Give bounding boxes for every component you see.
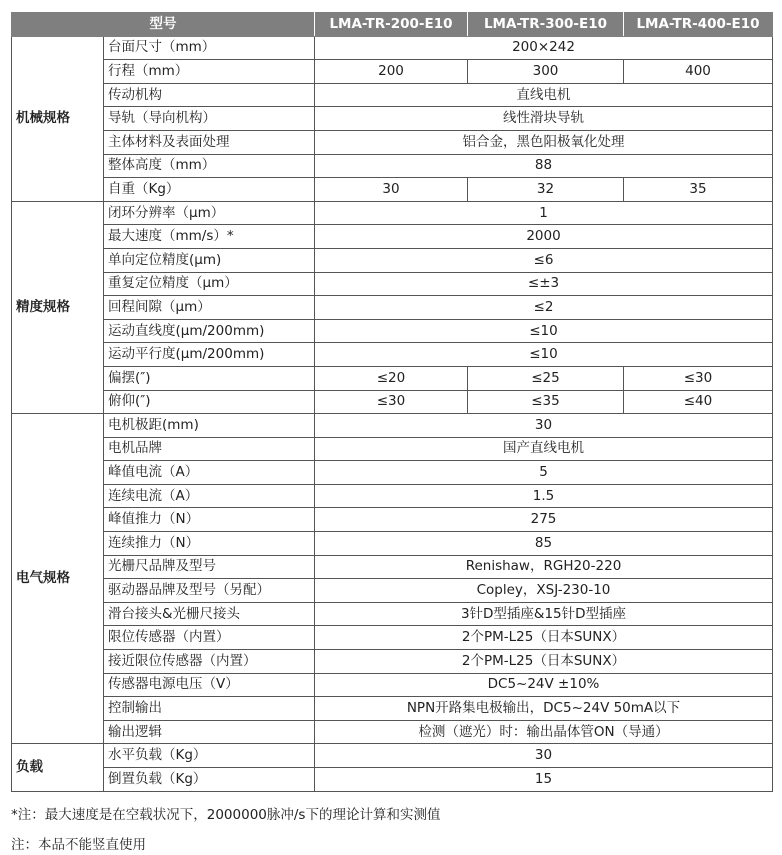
group-label: 精度规格	[12, 201, 104, 413]
table-row	[12, 650, 773, 674]
header-row	[12, 13, 773, 37]
parameter-name: 行程（mm）	[104, 60, 315, 84]
parameter-value: 300	[468, 60, 624, 84]
table-row	[12, 225, 773, 249]
parameter-value: 275	[315, 508, 773, 532]
parameter-name: 控制输出	[104, 697, 315, 721]
parameter-value: 400	[624, 60, 773, 84]
table-row	[12, 60, 773, 84]
parameter-name: 光栅尺品牌及型号	[104, 555, 315, 579]
group-label: 电气规格	[12, 414, 104, 744]
table-row	[12, 248, 773, 272]
parameter-name: 重复定位精度（μm）	[104, 272, 315, 296]
parameter-name: 导轨（导向机构）	[104, 107, 315, 131]
parameter-value: 线性滑块导轨	[315, 107, 773, 131]
parameter-name: 峰值推力（N）	[104, 508, 315, 532]
spec-body	[12, 36, 773, 791]
parameter-value: ≤6	[315, 248, 773, 272]
parameter-name: 水平负载（Kg）	[104, 744, 315, 768]
parameter-value: 1.5	[315, 484, 773, 508]
table-row	[12, 768, 773, 792]
parameter-value: ≤40	[624, 390, 773, 414]
group-label: 机械规格	[12, 36, 104, 201]
table-row	[12, 272, 773, 296]
parameter-value: 30	[315, 414, 773, 438]
table-row	[12, 673, 773, 697]
table-row	[12, 532, 773, 556]
parameter-value: 200	[315, 60, 468, 84]
parameter-value: 2个PM-L25（日本SUNX）	[315, 650, 773, 674]
parameter-name: 连续推力（N）	[104, 532, 315, 556]
parameter-value: 5	[315, 461, 773, 485]
table-row	[12, 36, 773, 60]
parameter-name: 自重（Kg）	[104, 178, 315, 202]
parameter-name: 俯仰(″)	[104, 390, 315, 414]
table-row	[12, 602, 773, 626]
parameter-value: 2个PM-L25（日本SUNX）	[315, 626, 773, 650]
parameter-value: 85	[315, 532, 773, 556]
parameter-name: 传动机构	[104, 83, 315, 107]
table-row	[12, 296, 773, 320]
model-header: 型号	[12, 13, 315, 37]
parameter-name: 运动平行度(μm/200mm)	[104, 343, 315, 367]
table-row	[12, 461, 773, 485]
table-row	[12, 508, 773, 532]
parameter-name: 闭环分辨率（μm）	[104, 201, 315, 225]
footnote-orientation: 注：本品不能竖直使用	[11, 837, 146, 853]
table-row	[12, 414, 773, 438]
table-row	[12, 83, 773, 107]
table-row	[12, 107, 773, 131]
parameter-name: 电机极距(mm)	[104, 414, 315, 438]
model-column-header: LMA-TR-200-E10	[315, 13, 468, 37]
table-row	[12, 555, 773, 579]
parameter-name: 台面尺寸（mm）	[104, 36, 315, 60]
parameter-name: 主体材料及表面处理	[104, 130, 315, 154]
parameter-name: 限位传感器（内置）	[104, 626, 315, 650]
parameter-name: 偏摆(″)	[104, 366, 315, 390]
parameter-name: 回程间隙（μm）	[104, 296, 315, 320]
parameter-value: ≤25	[468, 366, 624, 390]
parameter-name: 整体高度（mm）	[104, 154, 315, 178]
parameter-name: 接近限位传感器（内置）	[104, 650, 315, 674]
spec-table	[11, 12, 773, 792]
table-row	[12, 319, 773, 343]
parameter-value: ≤2	[315, 296, 773, 320]
parameter-value: ≤35	[468, 390, 624, 414]
parameter-value: 铝合金，黑色阳极氧化处理	[315, 130, 773, 154]
table-row	[12, 579, 773, 603]
parameter-name: 单向定位精度(μm)	[104, 248, 315, 272]
table-row	[12, 130, 773, 154]
table-row	[12, 178, 773, 202]
parameter-name: 最大速度（mm/s）*	[104, 225, 315, 249]
parameter-name: 驱动器品牌及型号（另配）	[104, 579, 315, 603]
table-row	[12, 720, 773, 744]
parameter-value: ≤20	[315, 366, 468, 390]
parameter-name: 运动直线度(μm/200mm)	[104, 319, 315, 343]
table-row	[12, 697, 773, 721]
parameter-value: DC5~24V ±10%	[315, 673, 773, 697]
parameter-value: ≤10	[315, 343, 773, 367]
parameter-name: 峰值电流（A）	[104, 461, 315, 485]
table-row	[12, 744, 773, 768]
table-row	[12, 437, 773, 461]
parameter-value: 88	[315, 154, 773, 178]
parameter-value: 30	[315, 178, 468, 202]
table-row	[12, 366, 773, 390]
parameter-value: 15	[315, 768, 773, 792]
parameter-value: ≤10	[315, 319, 773, 343]
parameter-value: NPN开路集电极输出，DC5~24V 50mA以下	[315, 697, 773, 721]
parameter-value: 3针D型插座&15针D型插座	[315, 602, 773, 626]
table-row	[12, 343, 773, 367]
group-label: 负载	[12, 744, 104, 791]
parameter-value: 35	[624, 178, 773, 202]
parameter-value: Copley，XSJ-230-10	[315, 579, 773, 603]
parameter-value: 1	[315, 201, 773, 225]
parameter-value: ≤30	[624, 366, 773, 390]
parameter-value: 国产直线电机	[315, 437, 773, 461]
parameter-value: 30	[315, 744, 773, 768]
parameter-value: 32	[468, 178, 624, 202]
parameter-value: ≤30	[315, 390, 468, 414]
parameter-value: 2000	[315, 225, 773, 249]
table-row	[12, 484, 773, 508]
footnote-speed: *注：最大速度是在空载状况下，2000000脉冲/s下的理论计算和实测值	[11, 807, 441, 823]
parameter-value: Renishaw，RGH20-220	[315, 555, 773, 579]
parameter-value: 直线电机	[315, 83, 773, 107]
parameter-name: 输出逻辑	[104, 720, 315, 744]
parameter-name: 传感器电源电压（V）	[104, 673, 315, 697]
model-column-header: LMA-TR-300-E10	[468, 13, 624, 37]
parameter-name: 连续电流（A）	[104, 484, 315, 508]
parameter-value: 检测（遮光）时：输出晶体管ON（导通）	[315, 720, 773, 744]
table-row	[12, 201, 773, 225]
table-row	[12, 626, 773, 650]
parameter-value: 200×242	[315, 36, 773, 60]
parameter-name: 滑台接头&光栅尺接头	[104, 602, 315, 626]
parameter-value: ≤±3	[315, 272, 773, 296]
table-row	[12, 154, 773, 178]
parameter-name: 倒置负载（Kg）	[104, 768, 315, 792]
parameter-name: 电机品牌	[104, 437, 315, 461]
table-row	[12, 390, 773, 414]
model-column-header: LMA-TR-400-E10	[624, 13, 773, 37]
